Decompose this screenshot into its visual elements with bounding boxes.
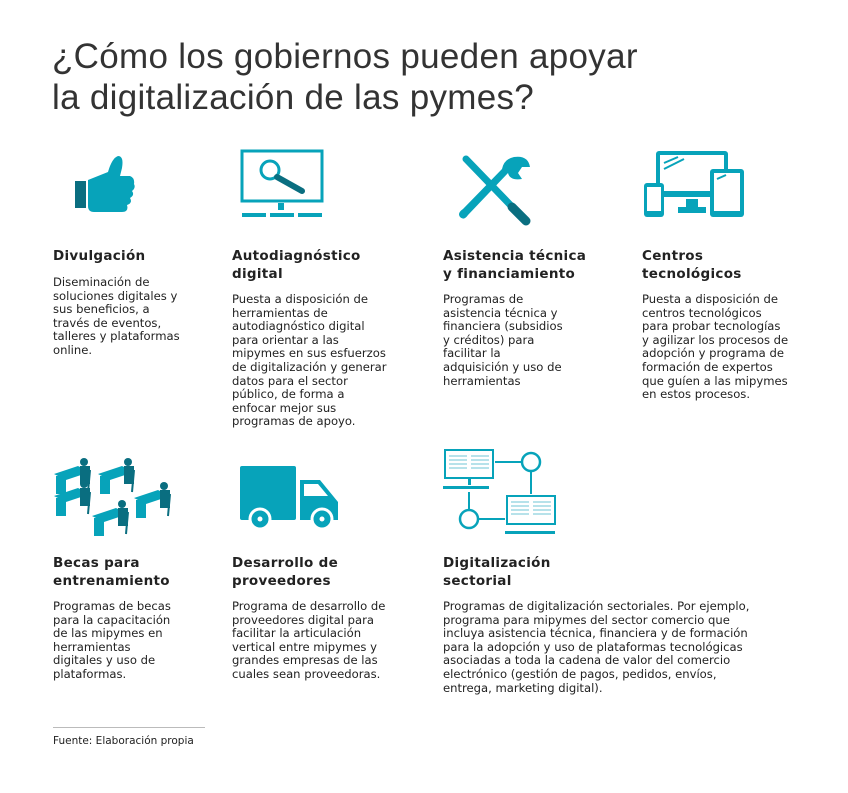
source-note: Fuente: Elaboración propia: [53, 735, 194, 747]
page-title: ¿Cómo los gobiernos pueden apoyar la digitalización de las pymes?: [52, 37, 638, 117]
item-description: Programas de asistencia técnica y financiera (subsidios y créditos) para facilitar la adquisición y uso de herramientas: [443, 292, 563, 388]
thumbs-up-icon: [72, 154, 138, 216]
tools-icon: [458, 153, 534, 227]
item-description: Programas de digitalización sectoriales. Por ejemplo, programa para mipymes del sector comercio que incluya asistencia técnica, financiera y de formación para la adopción y uso de plataformas tecnológicas asociadas a toda la cadena de valor del comercio electrónico (gestión de pagos, pedidos, envíos, entrega, marketing digital).: [443, 599, 750, 695]
item-heading: Centros tecnológicos: [642, 248, 742, 282]
monitor-magnifier-icon: [240, 149, 324, 219]
network-computers-icon: [443, 448, 559, 534]
item-heading: Desarrollo de proveedores: [232, 555, 339, 589]
item-heading: Autodiagnóstico digital: [232, 248, 361, 282]
item-description: Programa de desarrollo de proveedores digital para facilitar la articulación vertical entre mipymes y grandes empresas de las cuales sean proveedoras.: [232, 599, 386, 681]
item-heading: Divulgación: [53, 248, 146, 264]
footer-divider: [53, 727, 205, 728]
classroom-desks-icon: [54, 458, 176, 540]
item-heading: Becas para entrenamiento: [53, 555, 170, 589]
item-description: Programas de becas para la capacitación de las mipymes en herramientas digitales y uso de plataformas.: [53, 599, 171, 681]
item-heading: Digitalización sectorial: [443, 555, 551, 589]
item-heading: Asistencia técnica y financiamiento: [443, 248, 587, 282]
truck-icon: [240, 466, 340, 530]
item-description: Puesta a disposición de herramientas de autodiagnóstico digital para orientar a las mipymes en sus esfuerzos de digitalización y generar datos para el sector público, de forma a enfocar mejor sus programas de apoyo.: [232, 292, 387, 429]
devices-icon: [644, 149, 746, 219]
item-description: Diseminación de soluciones digitales y sus beneficios, a través de eventos, talleres y plataformas online.: [53, 275, 180, 357]
item-description: Puesta a disposición de centros tecnológicos para probar tecnologías y agilizar los procesos de adopción y programa de formación de expertos que guíen a las mipymes en estos procesos.: [642, 292, 789, 402]
